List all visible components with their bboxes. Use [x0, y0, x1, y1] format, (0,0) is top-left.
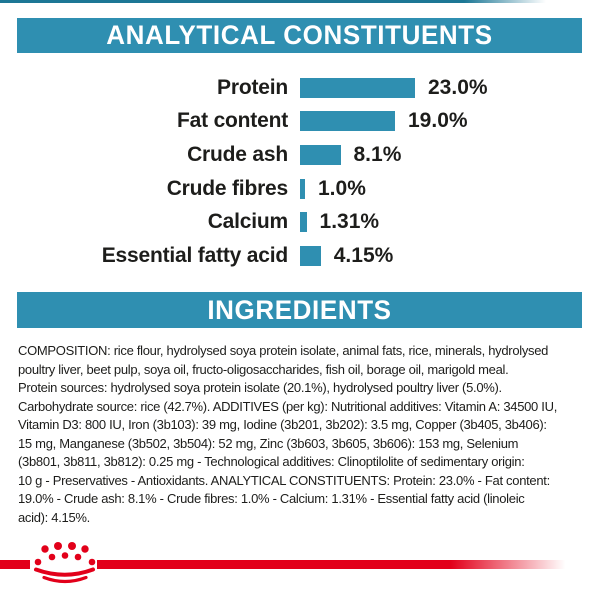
composition-line: poultry liver, beet pulp, soya oil, fructo-oligosaccharides, fish oil, borage oil, marigold meal.: [18, 361, 509, 377]
constituents-bar-chart: [0, 71, 600, 273]
composition-text: [18, 342, 593, 527]
constituent-row: [0, 138, 600, 172]
analytical-constituents-title: ANALYTICAL CONSTITUENTS: [106, 19, 493, 51]
constituent-label: Fat content: [177, 109, 288, 133]
constituent-label: Crude fibres: [166, 176, 288, 200]
constituent-value: 1.0%: [318, 176, 366, 200]
constituent-label: Protein: [217, 75, 288, 99]
composition-line: acid): 4.15%.: [18, 509, 90, 525]
constituent-label: Crude ash: [187, 142, 288, 166]
analytical-constituents-banner: [17, 18, 582, 53]
ingredients-banner: [17, 292, 582, 328]
constituent-value: 8.1%: [353, 142, 402, 166]
bottom-divider-line-left: [0, 560, 30, 569]
constituent-row: [0, 172, 600, 206]
constituent-row: [0, 239, 600, 273]
composition-line: Carbohydrate source: rice (42.7%). ADDITIVES (per kg): Nutritional additives: Vitamin A: 34500 IU,: [18, 398, 558, 414]
composition-line: 15 mg, Manganese (3b502, 3b504): 52 mg, Zinc (3b603, 3b605, 3b606): 153 mg, Selenium: [18, 435, 519, 451]
constituent-row: [0, 71, 600, 105]
composition-line: Protein sources: hydrolysed soya protein isolate (20.1%), hydrolysed poultry liver (5.0%).: [18, 380, 502, 395]
royal-canin-crown-icon: [30, 540, 96, 588]
constituent-value: 19.0%: [408, 109, 468, 133]
constituent-bar: [300, 246, 321, 266]
constituent-bar: [300, 78, 415, 98]
constituent-row: [0, 105, 600, 139]
constituent-label: Calcium: [207, 210, 288, 234]
constituent-bar: [300, 145, 341, 165]
composition-line: Vitamin D3: 800 IU, Iron (3b103): 39 mg, Iodine (3b201, 3b202): 3.5 mg, Copper (3b405, 3b406):: [18, 417, 547, 432]
constituent-label: Essential fatty acid: [101, 243, 288, 267]
constituent-bar: [300, 212, 307, 232]
composition-line: 19.0% - Crude ash: 8.1% - Crude fibres: 1.0% - Calcium: 1.31% - Essential fatty acid (linoleic: [18, 491, 525, 506]
ingredients-title: INGREDIENTS: [207, 294, 392, 325]
composition-line: (3b801, 3b811, 3b812): 0.25 mg - Technological additives: Clinoptilolite of sedimentary origin:: [18, 454, 525, 469]
constituent-value: 1.31%: [319, 210, 380, 234]
bottom-divider-line-right: [97, 560, 575, 569]
constituent-bar: [300, 179, 305, 199]
constituent-value: 23.0%: [428, 75, 488, 99]
constituent-value: 4.15%: [333, 243, 394, 267]
top-divider-line: [0, 0, 546, 3]
constituent-row: [0, 205, 600, 239]
composition-line: 10 g - Preservatives - Antioxidants. ANALYTICAL CONSTITUENTS: Protein: 23.0% - Fat content:: [18, 472, 550, 488]
constituent-bar: [300, 111, 395, 131]
composition-line: COMPOSITION: rice flour, hydrolysed soya protein isolate, animal fats, rice, minerals, hydrolysed: [18, 343, 549, 358]
